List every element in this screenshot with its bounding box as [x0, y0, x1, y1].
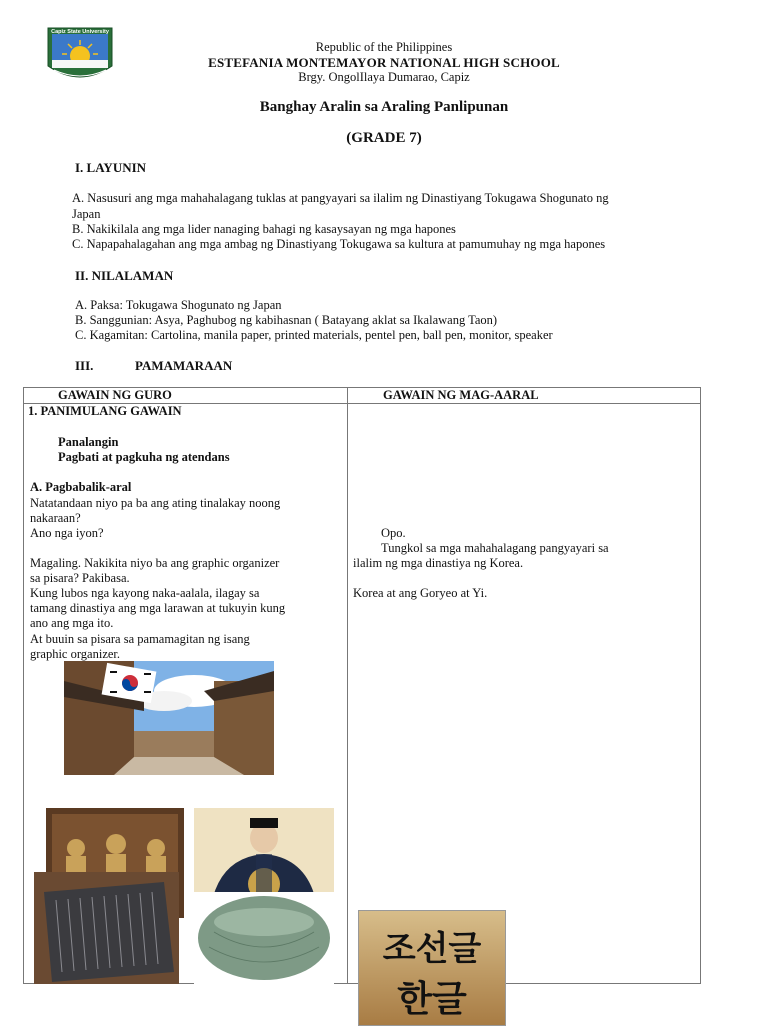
layunin-a-line2: Japan	[72, 207, 101, 221]
header-school-name: ESTEFANIA MONTEMAYOR NATIONAL HIGH SCHOOL	[208, 55, 560, 70]
celadon-vase-image	[194, 892, 334, 984]
layunin-c: C. Napapahalagahan ang mga ambag ng Dinastiyang Tokugawa sa kultura at pamumuhay ng mga hapones	[72, 237, 606, 251]
layunin-a-line1: A. Nasusuri ang mga mahahalagang tuklas at pangyayari sa ilalim ng Dinastiyang Tokugawa Shogunato ng	[72, 191, 609, 205]
guro-line-3: Ano nga iyon?	[30, 526, 104, 540]
guro-line-6: Kung lubos nga kayong naka-aalala, ilagay sa	[30, 586, 260, 600]
nilalaman-kagamitan: C. Kagamitan: Cartolina, manila paper, printed materials, pentel pen, ball pen, monitor, speaker	[75, 328, 553, 342]
layunin-b: B. Nakikilala ang mga lider nanaging bahagi ng kasaysayan ng mga hapones	[72, 222, 456, 236]
nilalaman-heading: II. NILALAMAN	[75, 268, 174, 283]
response-opo: Opo.	[381, 526, 406, 540]
mag-aaral-cell	[348, 404, 701, 984]
response-line-4: Korea at ang Goryeo at Yi.	[353, 586, 488, 600]
guro-line-8: ano ang mga ito.	[30, 616, 114, 630]
layunin-heading: I. LAYUNIN	[75, 160, 147, 175]
hangul-text-top: 조선글	[382, 929, 482, 969]
response-line-3: ilalim ng mga dinastiya ng Korea.	[353, 556, 524, 570]
guro-line-9: At buuin sa pisara sa pamamagitan ng isang	[30, 632, 250, 646]
pagbati-label: Pagbati at pagkuha ng atendans	[58, 450, 230, 464]
hangul-image	[358, 910, 506, 1026]
response-line-2: Tungkol sa mga mahahalagang pangyayari sa	[381, 541, 609, 555]
pamamaraan-heading: PAMAMARAAN	[135, 358, 233, 373]
header-address: Brgy. OngolIlaya Dumarao, Capiz	[298, 70, 470, 84]
header-republic: Republic of the Philippines	[315, 40, 453, 54]
column-header-guro: GAWAIN NG GURO	[24, 388, 348, 404]
logo-text: Capiz State University	[51, 29, 109, 35]
hangul-text-bottom: 한글	[397, 979, 467, 1020]
document-title: Banghay Aralin sa Araling Panlipunan	[259, 99, 509, 115]
panimulang-gawain-heading: 1. PANIMULANG GAWAIN	[28, 404, 182, 418]
guro-line-7: tamang dinastiya ang mga larawan at tukuyin kung	[30, 601, 286, 615]
nilalaman-paksa: A. Paksa: Tokugawa Shogunato ng Japan	[75, 298, 282, 312]
hanok-village-image	[64, 661, 274, 775]
guro-line-4: Magaling. Nakikita niyo ba ang graphic organizer	[30, 556, 280, 570]
column-header-mag-aaral: GAWAIN NG MAG-AARAL	[348, 388, 701, 404]
pamamaraan-number: III.	[75, 358, 94, 373]
grade-label: (GRADE 7)	[346, 130, 422, 146]
guro-line-2: nakaraan?	[30, 511, 81, 525]
nilalaman-sanggunian: B. Sanggunian: Asya, Paghubog ng kabihasnan ( Batayang aklat sa Ikalawang Taon)	[75, 313, 498, 327]
pagbabalik-aral-heading: A. Pagbabalik-aral	[30, 480, 132, 494]
guro-line-10: graphic organizer.	[30, 647, 121, 661]
guro-line-1: Natatandaan niyo pa ba ang ating tinalakay noong	[30, 496, 281, 510]
guro-cell	[24, 404, 348, 984]
guro-line-5: sa pisara? Pakibasa.	[30, 571, 130, 585]
woodblock-printing-image	[34, 872, 179, 984]
lesson-plan-table	[23, 387, 701, 984]
panalangin-label: Panalangin	[58, 435, 119, 449]
